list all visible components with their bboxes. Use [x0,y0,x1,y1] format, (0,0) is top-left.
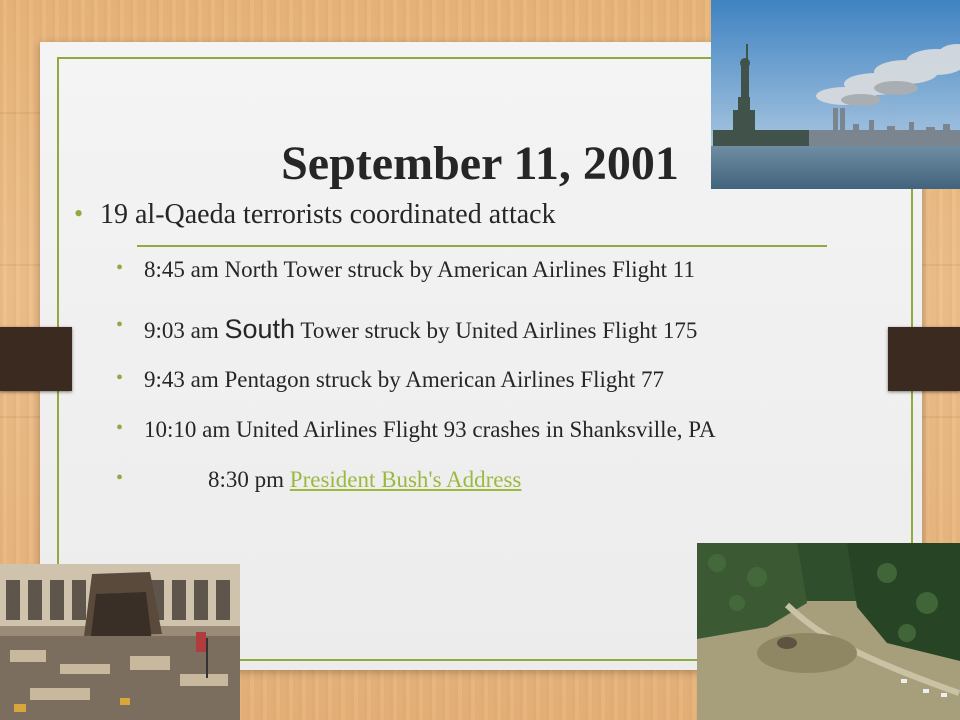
timeline-text: 8:45 am North Tower struck by American Airlines Flight 11 [144,257,695,282]
main-bullet-text: 19 al-Qaeda terrorists coordinated attack [100,199,556,230]
president-address-link[interactable]: President Bush's Address [289,467,522,492]
photo-pentagon [0,564,240,720]
bullet-dot: • [116,417,124,439]
timeline-text-suffix: Tower struck by United Airlines Flight 175 [295,318,698,343]
photo-shanksville [697,543,960,720]
title-divider [137,245,827,247]
timeline-text-prefix: 9:03 am [144,318,225,343]
bullet-dot: • [116,367,124,389]
bullet-dot: • [116,467,124,489]
timeline-text: 9:43 am Pentagon struck by American Airlines Flight 77 [144,367,664,392]
binder-clip-right [888,327,960,391]
bullet-dot: • [74,199,84,228]
bullet-dot: • [116,314,124,336]
binder-clip-left [0,327,72,391]
timeline-text-emphasis: South [224,314,296,344]
timeline-text [208,467,521,493]
timeline-text [144,314,697,345]
slide-title: September 11, 2001 [281,137,679,190]
bullet-dot: • [116,257,124,279]
timeline-text: 10:10 am United Airlines Flight 93 crashes in Shanksville, PA [144,417,716,442]
address-time: 8:30 pm [208,467,285,492]
